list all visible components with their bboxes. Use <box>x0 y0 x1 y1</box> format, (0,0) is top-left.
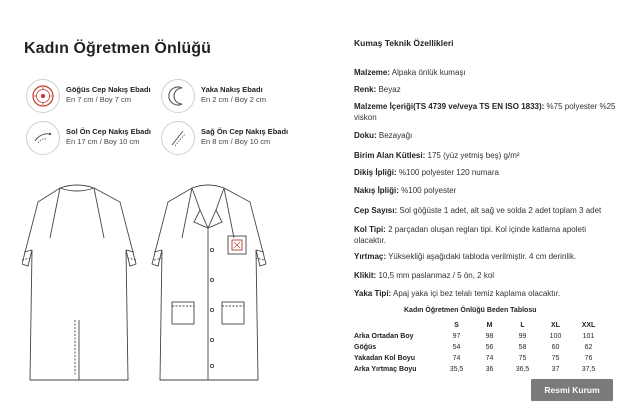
table-row <box>354 342 605 353</box>
size-header: L <box>520 322 525 329</box>
chest-emblem-icon <box>26 79 60 113</box>
spec-key: Birim Alan Kütlesi: <box>354 151 426 160</box>
right-pocket-stitch-icon <box>161 121 195 155</box>
spec-value: Bezayağı <box>376 131 413 140</box>
spec-row <box>354 67 616 78</box>
left-pocket-stitch-icon <box>26 121 60 155</box>
embroidery-right-pocket <box>161 121 288 155</box>
table-cell: 58 <box>518 344 527 351</box>
spec-value: 175 (yüz yetmiş beş) g/m² <box>425 151 520 160</box>
spec-value: %100 polyester 120 numara <box>396 168 499 177</box>
spec-row <box>354 288 616 299</box>
spec-key: Klikit: <box>354 271 377 280</box>
spec-key: Doku: <box>354 131 377 140</box>
table-cell: 74 <box>485 355 494 362</box>
embroidery-chest <box>26 79 151 113</box>
spec-value: Alpaka önlük kumaşı <box>390 68 466 77</box>
embroidery-size: En 2 cm / Boy 2 cm <box>201 95 267 104</box>
spec-row <box>354 101 616 123</box>
spec-value: 2 parçadan oluşan reglan tipi. Kol içinde katlama apoleti olacaktır. <box>354 225 586 245</box>
embroidery-left-pocket <box>26 121 151 155</box>
spec-value: %75 polyester %25 viskon <box>354 102 616 122</box>
spec-value: Beyaz <box>376 85 401 94</box>
embroidery-size: En 8 cm / Boy 10 cm <box>201 137 271 146</box>
table-cell: 98 <box>485 333 494 340</box>
size-header: XXL <box>581 322 596 329</box>
size-header: M <box>486 322 493 329</box>
embroidery-label: Göğüs Cep Nakış Ebadı <box>66 85 151 94</box>
page-title: Kadın Öğretmen Önlüğü <box>24 40 211 57</box>
spec-key: Renk: <box>354 85 377 94</box>
table-row <box>354 331 605 342</box>
embroidery-collar <box>161 79 266 113</box>
spec-key: Nakış İpliği: <box>354 186 399 195</box>
table-cell: 75 <box>551 355 560 362</box>
size-table <box>354 320 605 375</box>
embroidery-label: Sağ Ön Cep Nakış Ebadı <box>201 127 289 136</box>
embroidery-size: En 17 cm / Boy 10 cm <box>66 137 140 146</box>
official-institution-button[interactable]: Resmi Kurum <box>531 379 613 401</box>
embroidery-label: Sol Ön Cep Nakış Ebadı <box>66 127 152 136</box>
coat-back-drawing <box>22 185 136 380</box>
spec-value: %100 polyester <box>398 186 457 195</box>
spec-value: Sol göğüste 1 adet, alt sağ ve solda 2 adet toplam 3 adet <box>397 206 602 215</box>
table-row <box>354 353 605 364</box>
row-label: Arka Ortadan Boy <box>354 333 414 340</box>
embroidery-size: En 7 cm / Boy 7 cm <box>66 95 132 104</box>
row-label: Yakadan Kol Boyu <box>354 355 416 362</box>
spec-row <box>354 150 616 161</box>
embroidery-label: Yaka Nakış Ebadı <box>201 85 263 94</box>
spec-row <box>354 84 616 95</box>
size-header: XL <box>551 322 560 329</box>
specs-heading: Kumaş Teknik Özellikleri <box>354 38 454 48</box>
spec-key: Malzeme: <box>354 68 391 77</box>
size-header: S <box>454 322 459 329</box>
spec-key: Yırtmaç: <box>354 252 387 261</box>
spec-row <box>354 270 616 281</box>
spec-row <box>354 224 616 246</box>
table-cell: 74 <box>452 355 461 362</box>
spec-row <box>354 130 616 141</box>
size-table-title: Kadın Öğretmen Önlüğü Beden Tablosu <box>404 307 537 314</box>
spec-key: Yaka Tipi: <box>354 289 392 298</box>
spec-key: Dikiş İpliği: <box>354 168 397 177</box>
table-cell: 35,5 <box>449 366 464 373</box>
table-cell: 37 <box>551 366 560 373</box>
table-cell: 101 <box>582 333 595 340</box>
table-cell: 60 <box>551 344 560 351</box>
size-table-header <box>354 320 605 331</box>
size-header-empty <box>354 320 440 331</box>
table-cell: 37,5 <box>581 366 596 373</box>
table-cell: 97 <box>452 333 461 340</box>
spec-row <box>354 251 616 262</box>
table-cell: 56 <box>485 344 494 351</box>
crescent-icon <box>161 79 195 113</box>
row-label: Arka Yırtmaç Boyu <box>354 366 417 373</box>
spec-value: 10,5 mm paslanmaz / 5 ön, 2 kol <box>376 271 495 280</box>
table-cell: 36,5 <box>515 366 530 373</box>
table-row <box>354 364 605 375</box>
spec-key: Kol Tipi: <box>354 225 386 234</box>
spec-key: Cep Sayısı: <box>354 206 398 215</box>
table-cell: 62 <box>584 344 593 351</box>
spec-value: Apaj yaka içi bez telalı temiz kaplama olacaktır. <box>391 289 561 298</box>
spec-key: Malzeme İçeriği(TS 4739 ve/veya TS EN ISO 1833): <box>354 102 545 111</box>
table-cell: 54 <box>452 344 461 351</box>
table-cell: 36 <box>485 366 494 373</box>
table-cell: 99 <box>518 333 527 340</box>
spec-row <box>354 185 616 196</box>
table-cell: 76 <box>584 355 593 362</box>
row-label: Göğüs <box>354 344 377 351</box>
spec-row <box>354 205 616 216</box>
technical-drawings <box>22 180 282 390</box>
spec-value: Yüksekliği aşağıdaki tabloda verilmiştir. 4 cm derinlik. <box>386 252 577 261</box>
table-cell: 75 <box>518 355 527 362</box>
spec-row <box>354 167 616 178</box>
coat-front-drawing <box>152 185 266 380</box>
table-cell: 100 <box>549 333 562 340</box>
